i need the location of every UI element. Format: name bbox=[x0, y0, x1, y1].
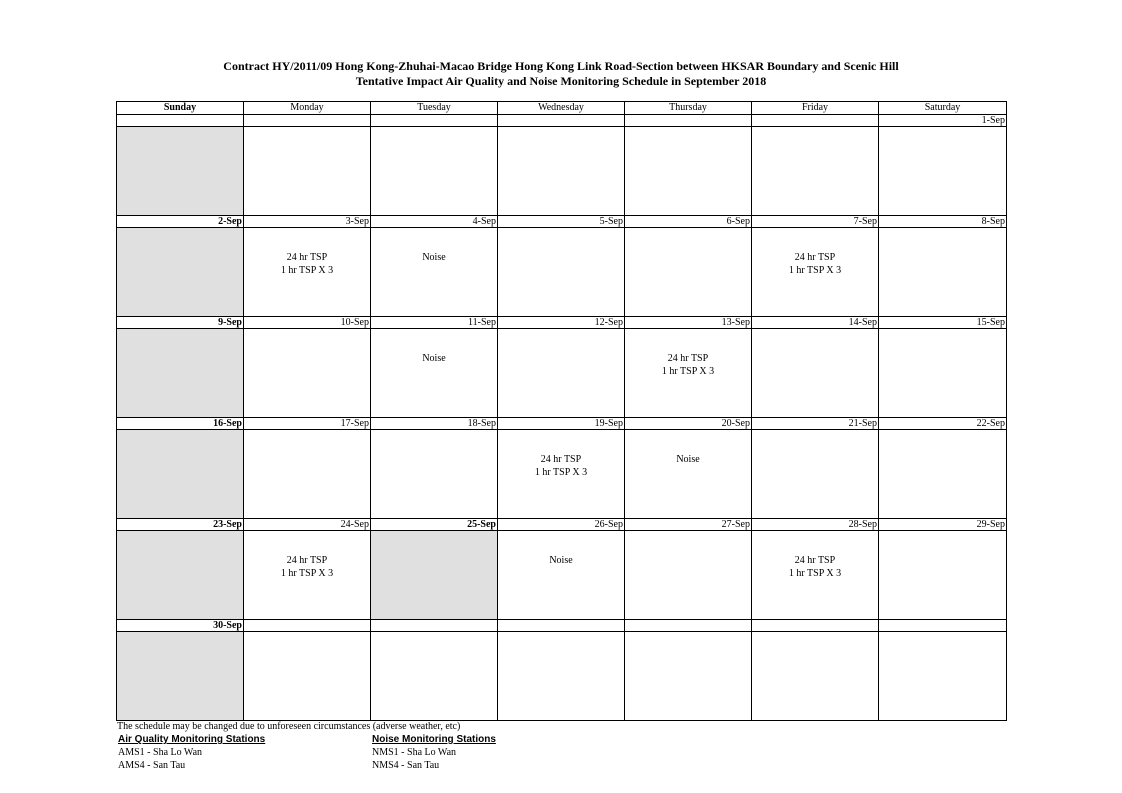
day-cell bbox=[752, 531, 879, 620]
document-title: Contract HY/2011/09 Hong Kong-Zhuhai-Macao Bridge Hong Kong Link Road-Section between HKSAR Boundary and Scenic Hill bbox=[223, 59, 899, 73]
date-cell bbox=[371, 620, 498, 632]
date-cell: 4-Sep bbox=[371, 216, 498, 228]
weekday-header-row bbox=[117, 102, 1007, 115]
day-cell bbox=[879, 228, 1007, 317]
monitoring-activity bbox=[625, 453, 751, 466]
day-cell bbox=[244, 531, 371, 620]
date-cell bbox=[498, 115, 625, 127]
schedule-row bbox=[117, 531, 1007, 620]
activity-label: 1 hr TSP X 3 bbox=[661, 366, 715, 377]
date-cell: 12-Sep bbox=[498, 317, 625, 329]
weekday-thursday: Thursday bbox=[625, 102, 752, 115]
activity-label: 24 hr TSP bbox=[667, 353, 709, 364]
date-cell: 28-Sep bbox=[752, 519, 879, 531]
date-cell bbox=[752, 620, 879, 632]
activity-label: Noise bbox=[422, 252, 446, 263]
date-cell bbox=[879, 620, 1007, 632]
day-cell bbox=[752, 430, 879, 519]
monitoring-activity bbox=[244, 251, 370, 277]
day-cell bbox=[117, 632, 244, 721]
date-cell: 13-Sep bbox=[625, 317, 752, 329]
schedule-row bbox=[117, 228, 1007, 317]
day-cell bbox=[371, 430, 498, 519]
day-cell bbox=[244, 228, 371, 317]
activity-label: Noise bbox=[422, 353, 446, 364]
date-cell: 27-Sep bbox=[625, 519, 752, 531]
date-cell bbox=[371, 115, 498, 127]
date-cell bbox=[117, 115, 244, 127]
day-cell bbox=[752, 127, 879, 216]
date-cell: 17-Sep bbox=[244, 418, 371, 430]
day-cell bbox=[498, 531, 625, 620]
date-cell: 19-Sep bbox=[498, 418, 625, 430]
date-row bbox=[117, 418, 1007, 430]
day-cell bbox=[117, 531, 244, 620]
date-row bbox=[117, 216, 1007, 228]
air-station-item: AMS4 - San Tau bbox=[118, 760, 186, 771]
date-cell: 5-Sep bbox=[498, 216, 625, 228]
date-cell: 9-Sep bbox=[117, 317, 244, 329]
date-cell: 20-Sep bbox=[625, 418, 752, 430]
day-cell bbox=[244, 329, 371, 418]
date-cell: 10-Sep bbox=[244, 317, 371, 329]
noise-stations-heading: Noise Monitoring Stations bbox=[372, 734, 496, 745]
day-cell bbox=[625, 329, 752, 418]
date-cell: 18-Sep bbox=[371, 418, 498, 430]
activity-label: 24 hr TSP bbox=[540, 454, 582, 465]
weekday-wednesday: Wednesday bbox=[498, 102, 625, 115]
activity-label: 24 hr TSP bbox=[794, 252, 836, 263]
date-row bbox=[117, 519, 1007, 531]
day-cell bbox=[752, 632, 879, 721]
activity-label: 1 hr TSP X 3 bbox=[280, 568, 334, 579]
day-cell bbox=[879, 531, 1007, 620]
activity-label: 24 hr TSP bbox=[286, 252, 328, 263]
date-cell: 24-Sep bbox=[244, 519, 371, 531]
weekday-friday: Friday bbox=[752, 102, 879, 115]
noise-stations-block bbox=[372, 733, 496, 772]
day-cell bbox=[879, 430, 1007, 519]
date-cell bbox=[625, 115, 752, 127]
date-cell: 7-Sep bbox=[752, 216, 879, 228]
date-cell: 3-Sep bbox=[244, 216, 371, 228]
date-cell: 21-Sep bbox=[752, 418, 879, 430]
date-row bbox=[117, 317, 1007, 329]
date-cell: 1-Sep bbox=[879, 115, 1007, 127]
air-stations-heading: Air Quality Monitoring Stations bbox=[118, 734, 266, 745]
date-cell bbox=[498, 620, 625, 632]
noise-station-item: NMS4 - San Tau bbox=[372, 760, 440, 771]
day-cell bbox=[371, 329, 498, 418]
day-cell bbox=[371, 632, 498, 721]
day-cell bbox=[879, 632, 1007, 721]
date-cell: 11-Sep bbox=[371, 317, 498, 329]
schedule-row bbox=[117, 632, 1007, 721]
monitoring-activity bbox=[244, 554, 370, 580]
monitoring-activity bbox=[498, 554, 624, 567]
date-cell: 23-Sep bbox=[117, 519, 244, 531]
day-cell bbox=[117, 430, 244, 519]
monitoring-activity bbox=[498, 453, 624, 479]
calendar-table bbox=[116, 101, 1007, 721]
date-cell: 8-Sep bbox=[879, 216, 1007, 228]
day-cell bbox=[371, 228, 498, 317]
monitoring-activity bbox=[625, 352, 751, 378]
date-cell bbox=[244, 620, 371, 632]
day-cell bbox=[752, 329, 879, 418]
date-cell: 14-Sep bbox=[752, 317, 879, 329]
day-cell bbox=[879, 329, 1007, 418]
monitoring-activity bbox=[371, 352, 497, 365]
date-row bbox=[117, 115, 1007, 127]
date-cell: 22-Sep bbox=[879, 418, 1007, 430]
date-cell: 30-Sep bbox=[117, 620, 244, 632]
monitoring-activity bbox=[371, 251, 497, 264]
day-cell bbox=[498, 430, 625, 519]
date-cell bbox=[752, 115, 879, 127]
day-cell bbox=[371, 127, 498, 216]
activity-label: 1 hr TSP X 3 bbox=[534, 467, 588, 478]
schedule-row bbox=[117, 329, 1007, 418]
date-cell: 16-Sep bbox=[117, 418, 244, 430]
day-cell bbox=[244, 127, 371, 216]
document-subtitle: Tentative Impact Air Quality and Noise Monitoring Schedule in September 2018 bbox=[355, 74, 767, 88]
weekday-monday: Monday bbox=[244, 102, 371, 115]
date-cell bbox=[244, 115, 371, 127]
activity-label: 1 hr TSP X 3 bbox=[788, 265, 842, 276]
day-cell bbox=[244, 632, 371, 721]
schedule-row bbox=[117, 127, 1007, 216]
schedule-note: The schedule may be changed due to unforeseen circumstances (adverse weather, etc) bbox=[117, 721, 461, 732]
date-cell: 6-Sep bbox=[625, 216, 752, 228]
air-stations-block bbox=[118, 733, 265, 772]
day-cell bbox=[498, 329, 625, 418]
day-cell bbox=[625, 632, 752, 721]
day-cell bbox=[371, 531, 498, 620]
noise-station-item: NMS1 - Sha Lo Wan bbox=[372, 747, 457, 758]
date-cell bbox=[625, 620, 752, 632]
monitoring-activity bbox=[752, 251, 878, 277]
weekday-saturday: Saturday bbox=[879, 102, 1007, 115]
day-cell bbox=[498, 127, 625, 216]
schedule-row bbox=[117, 430, 1007, 519]
day-cell bbox=[244, 430, 371, 519]
activity-label: 1 hr TSP X 3 bbox=[280, 265, 334, 276]
day-cell bbox=[117, 127, 244, 216]
day-cell bbox=[498, 228, 625, 317]
weekday-tuesday: Tuesday bbox=[371, 102, 498, 115]
activity-label: Noise bbox=[549, 555, 573, 566]
date-cell: 26-Sep bbox=[498, 519, 625, 531]
weekday-sunday: Sunday bbox=[117, 102, 244, 115]
day-cell bbox=[625, 531, 752, 620]
day-cell bbox=[879, 127, 1007, 216]
date-cell: 15-Sep bbox=[879, 317, 1007, 329]
activity-label: 24 hr TSP bbox=[794, 555, 836, 566]
day-cell bbox=[117, 329, 244, 418]
activity-label: 24 hr TSP bbox=[286, 555, 328, 566]
day-cell bbox=[498, 632, 625, 721]
day-cell bbox=[625, 127, 752, 216]
date-row bbox=[117, 620, 1007, 632]
date-cell: 25-Sep bbox=[371, 519, 498, 531]
activity-label: Noise bbox=[676, 454, 700, 465]
date-cell: 2-Sep bbox=[117, 216, 244, 228]
day-cell bbox=[752, 228, 879, 317]
day-cell bbox=[117, 228, 244, 317]
air-station-item: AMS1 - Sha Lo Wan bbox=[118, 747, 203, 758]
day-cell bbox=[625, 228, 752, 317]
monitoring-activity bbox=[752, 554, 878, 580]
date-cell: 29-Sep bbox=[879, 519, 1007, 531]
activity-label: 1 hr TSP X 3 bbox=[788, 568, 842, 579]
day-cell bbox=[625, 430, 752, 519]
